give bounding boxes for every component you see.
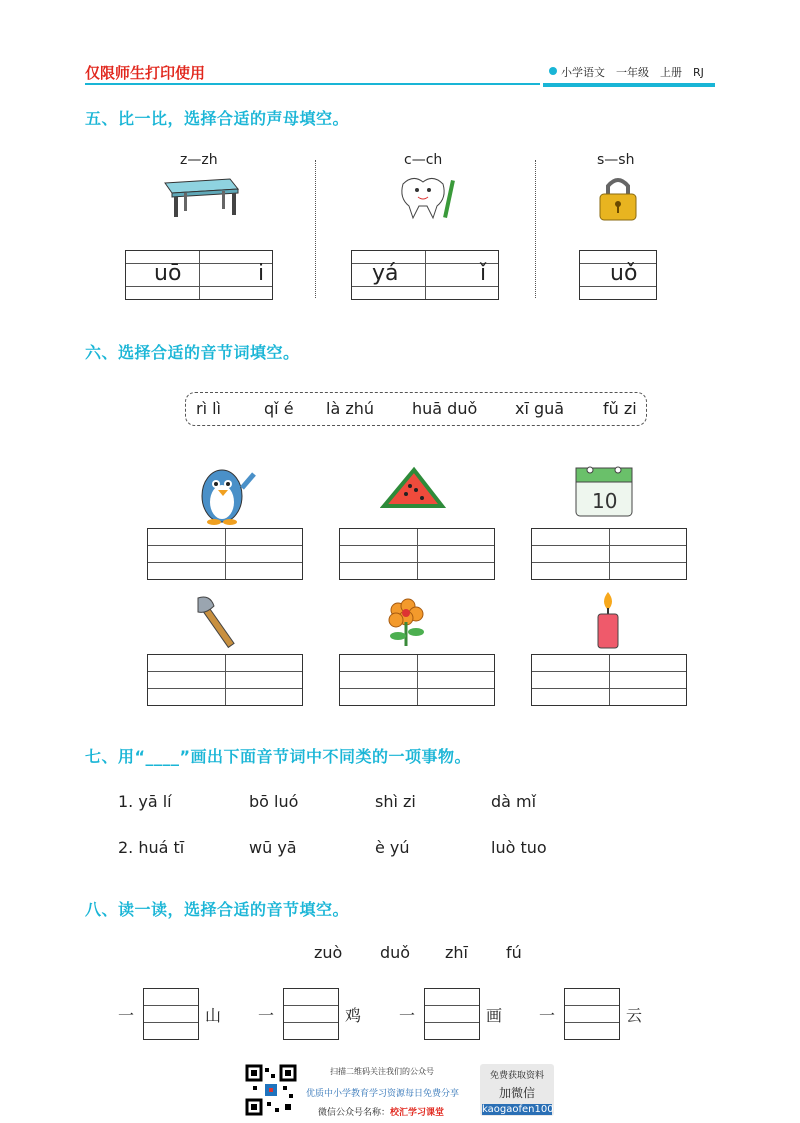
penguin-icon — [190, 458, 262, 526]
answer-grid[interactable] — [531, 528, 687, 580]
add-wechat: 加微信 — [498, 1086, 535, 1100]
word-item[interactable]: wū yā — [249, 838, 297, 857]
header-rule-left — [85, 83, 540, 85]
pinyin-grid[interactable] — [579, 250, 657, 300]
word-bank — [185, 392, 647, 426]
svg-text:10: 10 — [592, 489, 618, 513]
word-option: rì lì — [196, 399, 221, 418]
table-icon — [160, 175, 240, 220]
slogan: 优质中小学教育学习资源每日免费分享 — [306, 1089, 460, 1099]
axe-icon — [192, 592, 242, 650]
pair-label: s—sh — [597, 152, 635, 168]
answer-box[interactable] — [424, 988, 480, 1040]
free-text: 免费获取资料 — [489, 1071, 544, 1081]
phrase-prefix: 一 — [118, 1006, 135, 1025]
phrase-suffix: 云 — [626, 1006, 643, 1025]
phrase-suffix: 鸡 — [345, 1006, 362, 1025]
section5-title: 五、比一比，选择合适的声母填空。 — [85, 109, 350, 128]
word-option: huā duǒ — [412, 399, 478, 418]
section7-title: 七、用“____”画出下面音节词中不同类的一项事物。 — [85, 747, 472, 766]
account-label: 微信公众号名称： — [318, 1108, 391, 1118]
answer-grid[interactable] — [339, 654, 495, 706]
calendar-icon — [570, 462, 640, 520]
word-option: xī guā — [515, 399, 565, 418]
wechat-id: kaogaofen100 — [482, 1104, 554, 1115]
answer-box[interactable] — [283, 988, 339, 1040]
phrase-suffix: 画 — [486, 1006, 503, 1025]
pinyin-final: i — [258, 261, 265, 286]
word-item[interactable]: shì zi — [375, 792, 416, 811]
phrase-prefix: 一 — [539, 1006, 556, 1025]
answer-grid[interactable] — [147, 528, 303, 580]
pinyin-final: uō — [154, 261, 182, 286]
phrase-prefix: 一 — [399, 1006, 416, 1025]
pair-label: z—zh — [180, 152, 218, 168]
lock-icon — [596, 174, 640, 222]
answer-box[interactable] — [143, 988, 199, 1040]
account-line — [318, 1105, 444, 1118]
watermelon-icon — [380, 466, 446, 514]
answer-grid[interactable] — [531, 654, 687, 706]
section8-title: 八、读一读，选择合适的音节填空。 — [85, 900, 350, 919]
dot-icon — [549, 67, 557, 75]
syllable-option: fú — [506, 943, 522, 962]
answer-grid[interactable] — [339, 528, 495, 580]
phrase-prefix: 一 — [258, 1006, 275, 1025]
word-option: qǐ é — [264, 399, 294, 418]
pinyin-final: yá — [372, 261, 399, 286]
flower-icon — [378, 594, 438, 650]
phrase-suffix: 山 — [205, 1006, 222, 1025]
answer-box[interactable] — [564, 988, 620, 1040]
divider — [315, 160, 316, 298]
word-item[interactable]: bō luó — [249, 792, 299, 811]
qr-code-icon — [245, 1064, 297, 1116]
print-notice: 仅限师生打印使用 — [85, 64, 206, 82]
wechat-promo[interactable] — [480, 1064, 554, 1116]
pinyin-final: uǒ — [610, 261, 638, 286]
word-item[interactable]: 1. yā lí — [118, 792, 172, 811]
pair-label: c—ch — [404, 152, 443, 168]
header-rule-right — [543, 83, 715, 87]
account-name: 校汇学习课堂 — [390, 1108, 445, 1118]
scan-hint: 扫描二维码关注我们的公众号 — [330, 1067, 434, 1076]
answer-grid[interactable] — [147, 654, 303, 706]
divider — [535, 160, 536, 298]
syllable-option: zuò — [314, 943, 343, 962]
section6-title: 六、选择合适的音节词填空。 — [85, 343, 300, 362]
word-option: fǔ zi — [603, 399, 637, 418]
word-item[interactable]: dà mǐ — [491, 792, 537, 811]
pinyin-final: ǐ — [480, 261, 487, 286]
word-item[interactable]: 2. huá tī — [118, 838, 185, 857]
word-item[interactable]: luò tuo — [491, 838, 547, 857]
pinyin-grid[interactable] — [351, 250, 499, 300]
syllable-option: duǒ — [380, 943, 411, 962]
tooth-icon — [393, 172, 463, 222]
syllable-option: zhī — [445, 943, 468, 962]
word-item[interactable]: è yú — [375, 838, 410, 857]
word-option: là zhú — [326, 399, 375, 418]
header-badge — [543, 62, 715, 86]
pinyin-grid[interactable] — [125, 250, 273, 300]
candle-icon — [590, 590, 626, 652]
grade-label: 小学语文 一年级 上册 RJ — [561, 66, 704, 79]
